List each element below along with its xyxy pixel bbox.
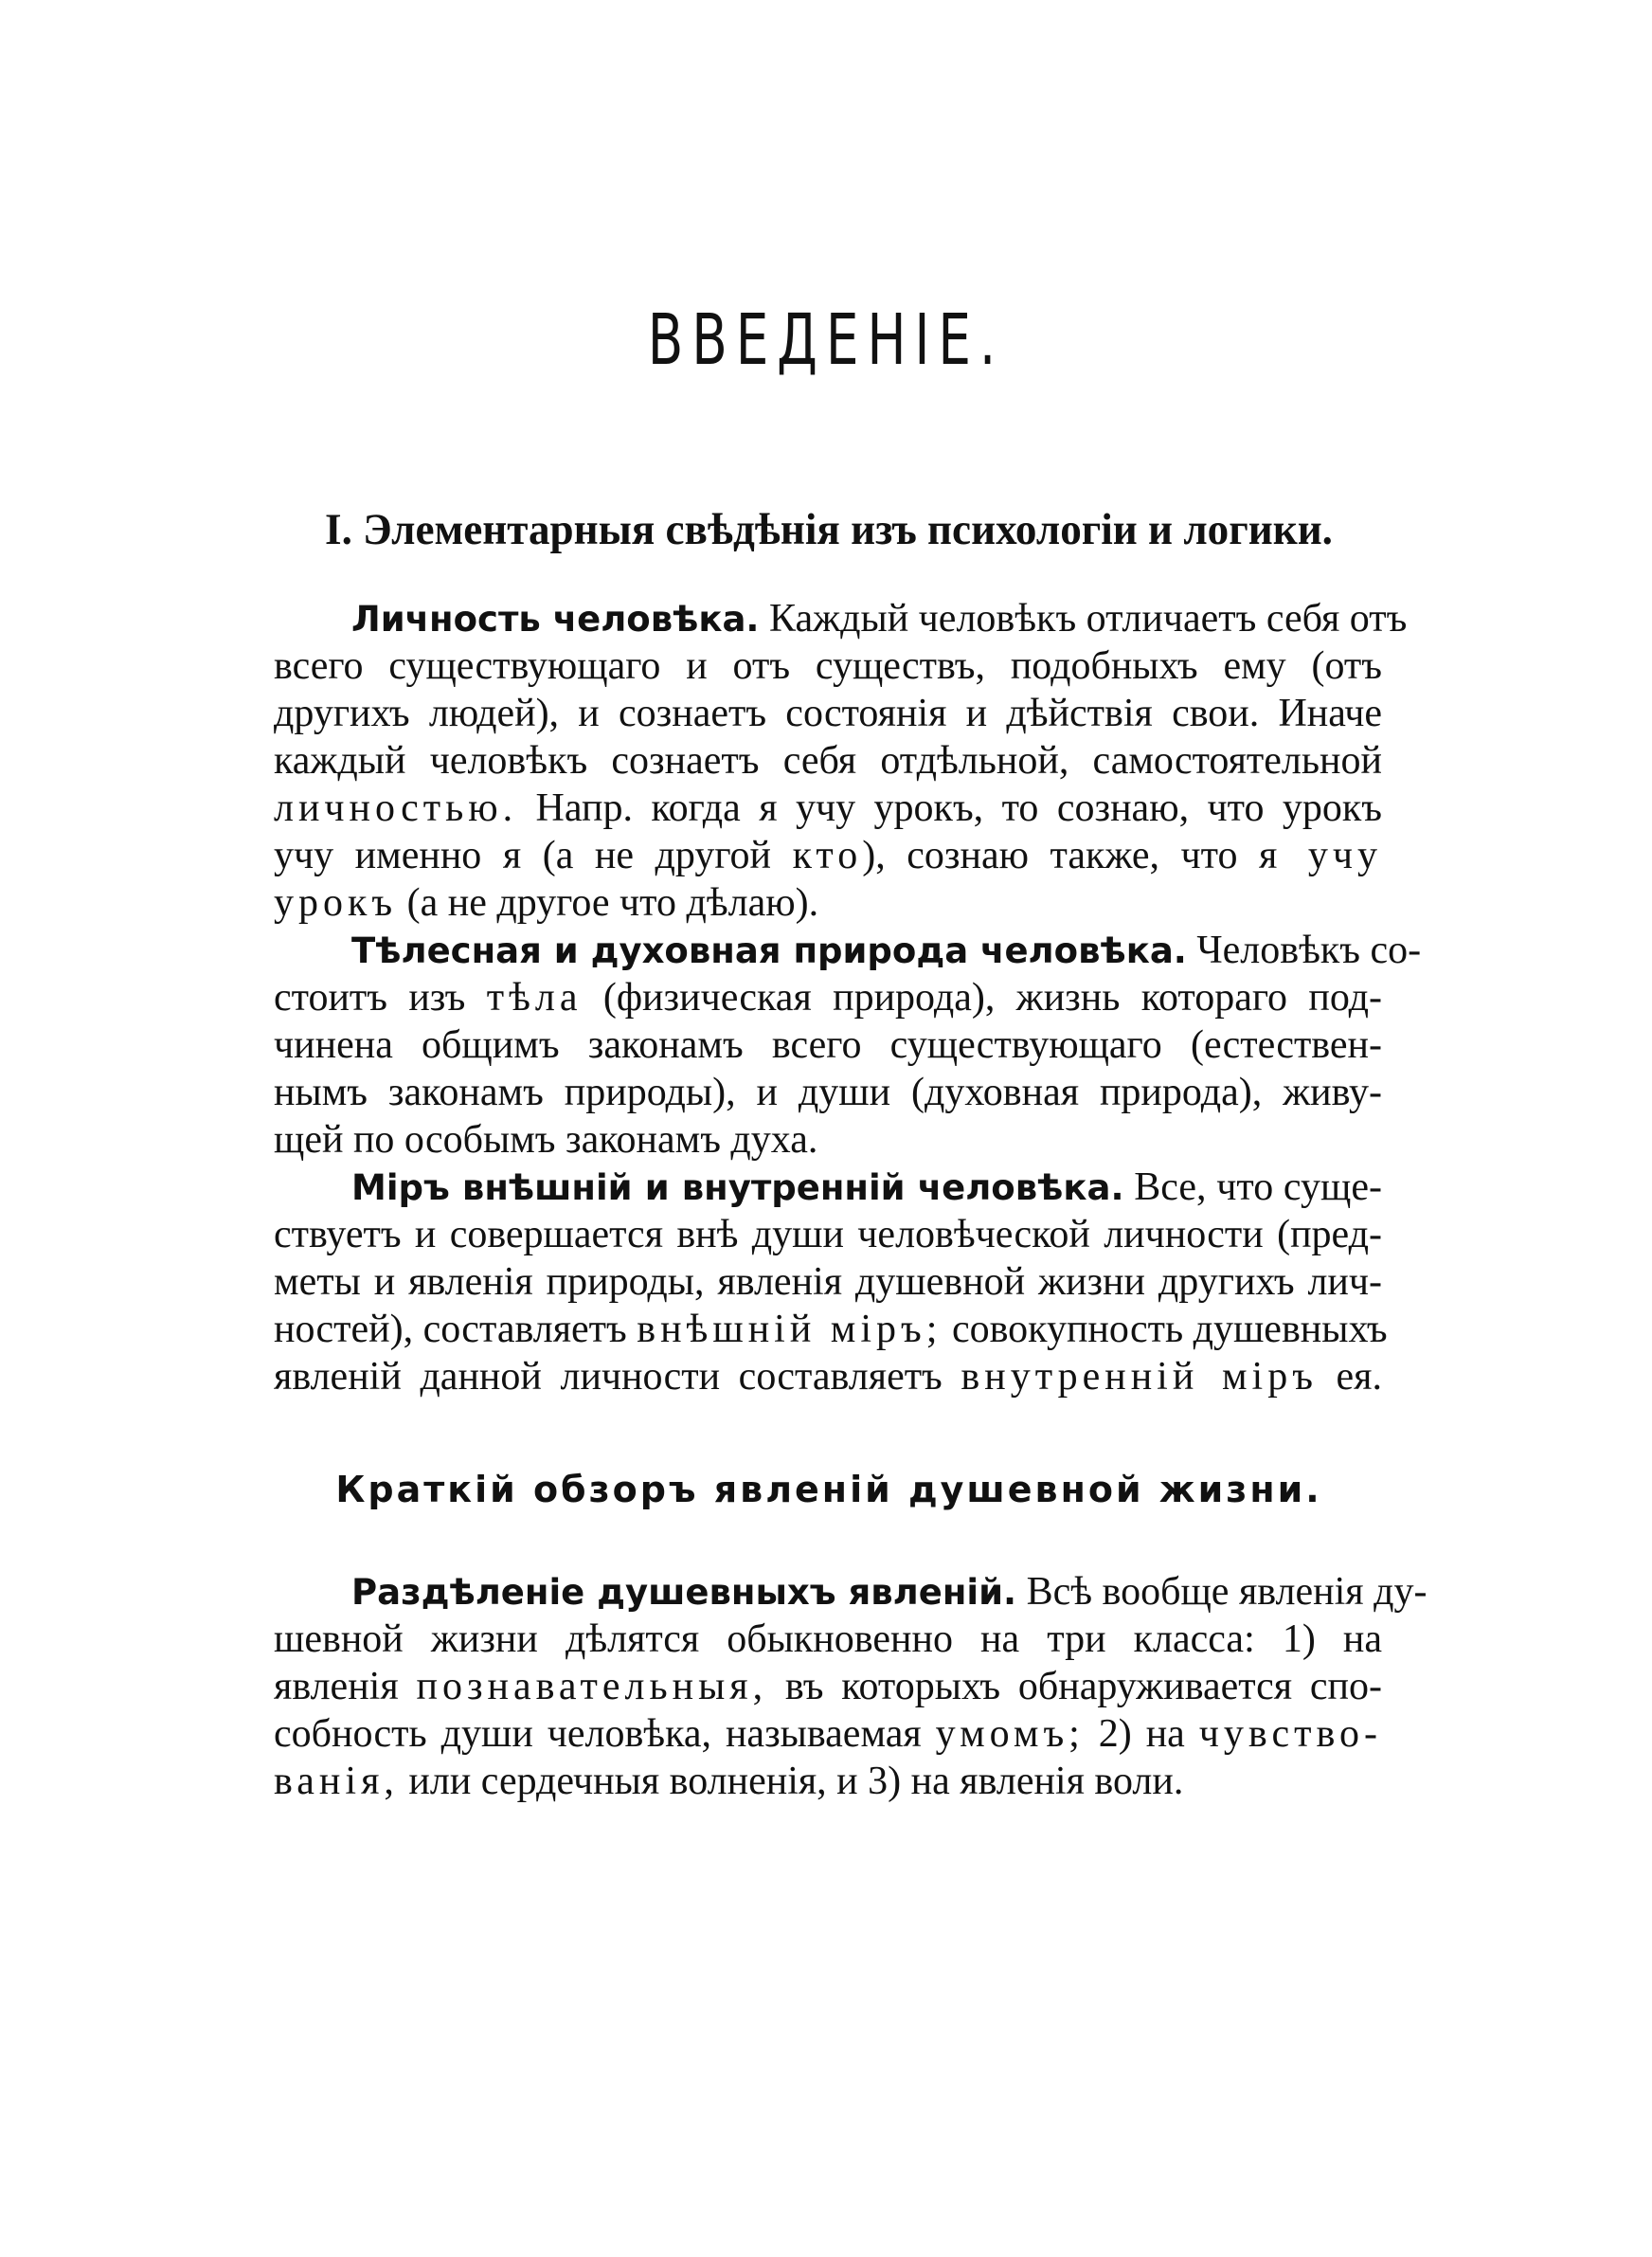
paragraph-line: меты и явленія природы, явленія душевной жизни другихъ лич-: [274, 1260, 1382, 1304]
paragraph-line: всего существующаго и отъ существъ, подобныхъ ему (отъ: [274, 644, 1382, 688]
paragraph-line: учу именно я (а не другой кто), сознаю также, что я учу: [274, 834, 1383, 877]
page-title: ВВЕДЕНІЕ.: [647, 299, 1005, 381]
paragraph-line: ванія, или сердечныя волненія, и 3) на явленія воли.: [274, 1760, 1184, 1803]
subsection-body: [274, 1568, 1428, 1805]
paragraph-line: каждый человѣкъ сознаетъ себя отдѣльной, самостоятельной: [274, 739, 1382, 783]
term-division-of-phenomena: Раздѣленіе душевныхъ явленій.: [351, 1572, 1017, 1613]
paragraph-line: шевной жизни дѣлятся обыкновенно на три класса: 1) на: [274, 1617, 1382, 1661]
paragraph-line: нымъ законамъ природы), и души (духовная природа), живу-: [274, 1071, 1382, 1114]
paragraph-line: чинена общимъ законамъ всего существующаго (естествен-: [274, 1023, 1382, 1067]
paragraph-line: другихъ людей), и сознаетъ состоянія и дѣйствія свои. Иначе: [274, 692, 1382, 735]
paragraph-line: ствуетъ и совершается внѣ души человѣческой личности (пред-: [274, 1213, 1382, 1256]
section-heading: I. Элементарныя свѣдѣнія изъ психологіи и логики.: [325, 505, 1333, 554]
paragraph-line: явленій данной личности составляетъ внутренній міръ ея.: [274, 1355, 1382, 1399]
term-personality: Личность человѣка.: [351, 599, 760, 640]
paragraph-line: урокъ (а не другое что дѣлаю).: [274, 881, 819, 925]
paragraph-line: Тѣлесная и духовная природа человѣка. Человѣкъ со-: [351, 929, 1422, 972]
paragraph-line: Раздѣленіе душевныхъ явленій. Всѣ вообще явленія ду-: [351, 1570, 1428, 1614]
paragraph-line: ностей), составляетъ внѣшній міръ; совокупность душевныхъ: [274, 1308, 1388, 1351]
term-outer-inner-world: Міръ внѣшній и внутренній человѣка.: [351, 1167, 1124, 1208]
paragraph-line: щей по особымъ законамъ духа.: [274, 1118, 818, 1162]
paragraph-line: явленія познавательныя, въ которыхъ обнаруживается спо-: [274, 1665, 1383, 1708]
paragraph-line: личностью. Напр. когда я учу урокъ, то сознаю, что урокъ: [274, 786, 1382, 830]
paragraph-line: стоитъ изъ тѣла (физическая природа), жизнь котораго под-: [274, 976, 1383, 1020]
subsection-heading: Краткій обзоръ явленій душевной жизни.: [335, 1469, 1322, 1510]
paragraph-line: собность души человѣка, называемая умомъ; 2) на чувство-: [274, 1712, 1382, 1756]
section-body: [274, 595, 1422, 1400]
paragraph-line: Міръ внѣшній и внутренній человѣка. Все, что суще-: [351, 1165, 1382, 1209]
paragraph-line: Личность человѣка. Каждый человѣкъ отличаетъ себя отъ: [351, 597, 1408, 641]
term-bodily-spiritual-nature: Тѣлесная и духовная природа человѣка.: [351, 930, 1187, 971]
